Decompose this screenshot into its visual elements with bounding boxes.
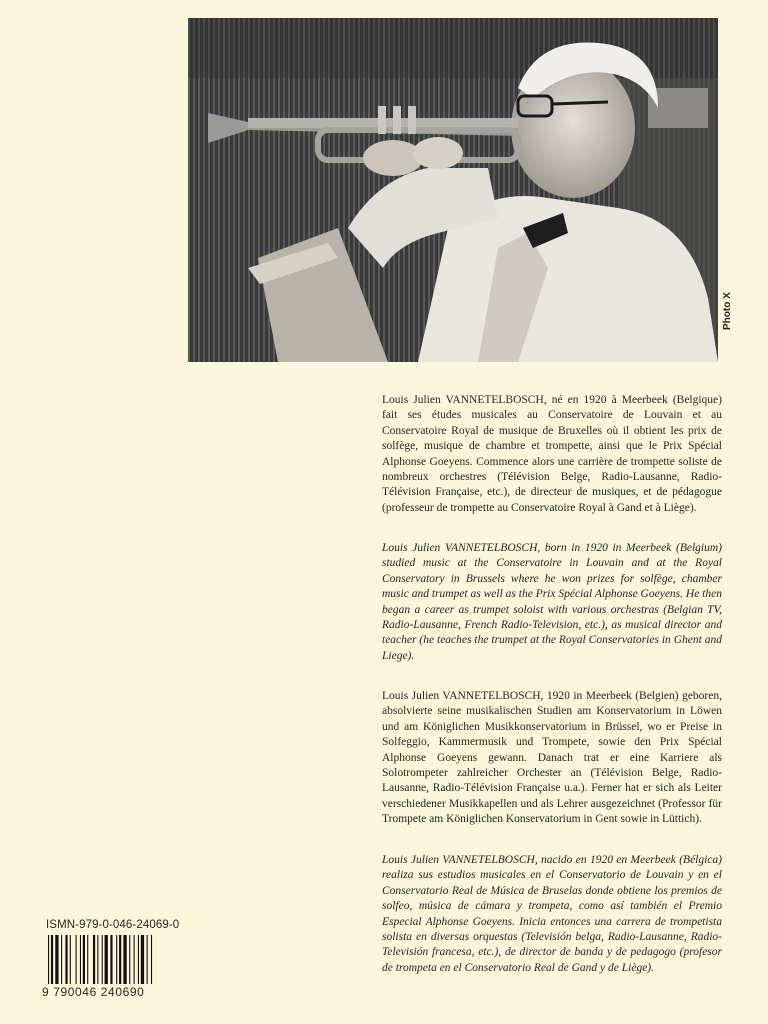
ismn-code: ISMN-979-0-046-24069-0 (46, 919, 180, 931)
biography-german: Louis Julien VANNETELBOSCH, 1920 in Meerbeek (Belgien) geboren, absolvierte seine musikalischen Studien am Konservatorium in Löwen und am Königlichen Musikkonservatorium in Brüssel, wo er Preise in Solfeggio, Kammermusik und Trompete, sowie den Prix Spécial Alphonse Goeyens gewann. Danach trat er eine Karriere als Solotrompeter zahlreicher Orchester an (Télévision Belge, Radio-Lausanne, Radio-Télévision Française u.a.). Ferner hat er sich als Leiter verschiedener Musikkapellen und als Lehrer ausgezeichnet (Professor für Trompete am Königlichen Konservatorium in Gent sowie in Lüttich). (382, 690, 722, 826)
photo-credit: Photo X (722, 292, 733, 330)
cover-photo (188, 18, 718, 362)
biography-spanish: Louis Julien VANNETELBOSCH, nacido en 1920 en Meerbeek (Bélgica) realiza sus estudios musicales en el Conservatorio de Louvain y en el Conservatorio Real de Música de Bruselas donde obtiene los premios de solfeo, música de cámara y trompeta, como así también el Premio Especial Alphonse Goeyens. Inicia entonces una carrera de trompetista solista en diversas orquestas (Televisión belga, Radio-Lausanne, Radio-Televisión francesa, etc.), de director de banda y de pedagogo (profesor de trompeta en el Conservatorio Real de Gand y de Liège). (382, 854, 722, 974)
biography-english: Louis Julien VANNETELBOSCH, born in 1920 in Meerbeek (Belgium) studied music at the Conservatoire in Louvain and at the Royal Conservatory in Brussels where he won prizes for solfège, chamber music and trumpet as well as the Prix Spécial Alphonse Goeyens. He then began a career as trumpet soloist with various orchestras (Belgian TV, Radio-Lausanne, French Radio-Television, etc.), as musical director and teacher (he teaches the trumpet at the Royal Conservatories in Ghent and Liege). (382, 542, 722, 662)
trumpet-player-illustration (188, 18, 718, 362)
biography-french: Louis Julien VANNETELBOSCH, né en 1920 à Meerbeek (Belgique) fait ses études musicales au Conservatoire de Louvain et au Conservatoire Royal de musique de Bruxelles où il obtient les prix de solfège, musique de chambre et trompette, ainsi que le Prix Spécial Alphonse Goeyens. Commence alors une carrière de trompette soliste de nombreux orchestres (Télévision Belge, Radio-Lausanne, Radio-Télévision Française, etc.), de directeur de musiques, et de pédagogue (professeur de trompette au Conservatoire Royal à Gand et à Liège). (382, 394, 722, 514)
barcode-digits: 9 790046 240690 (42, 984, 188, 999)
